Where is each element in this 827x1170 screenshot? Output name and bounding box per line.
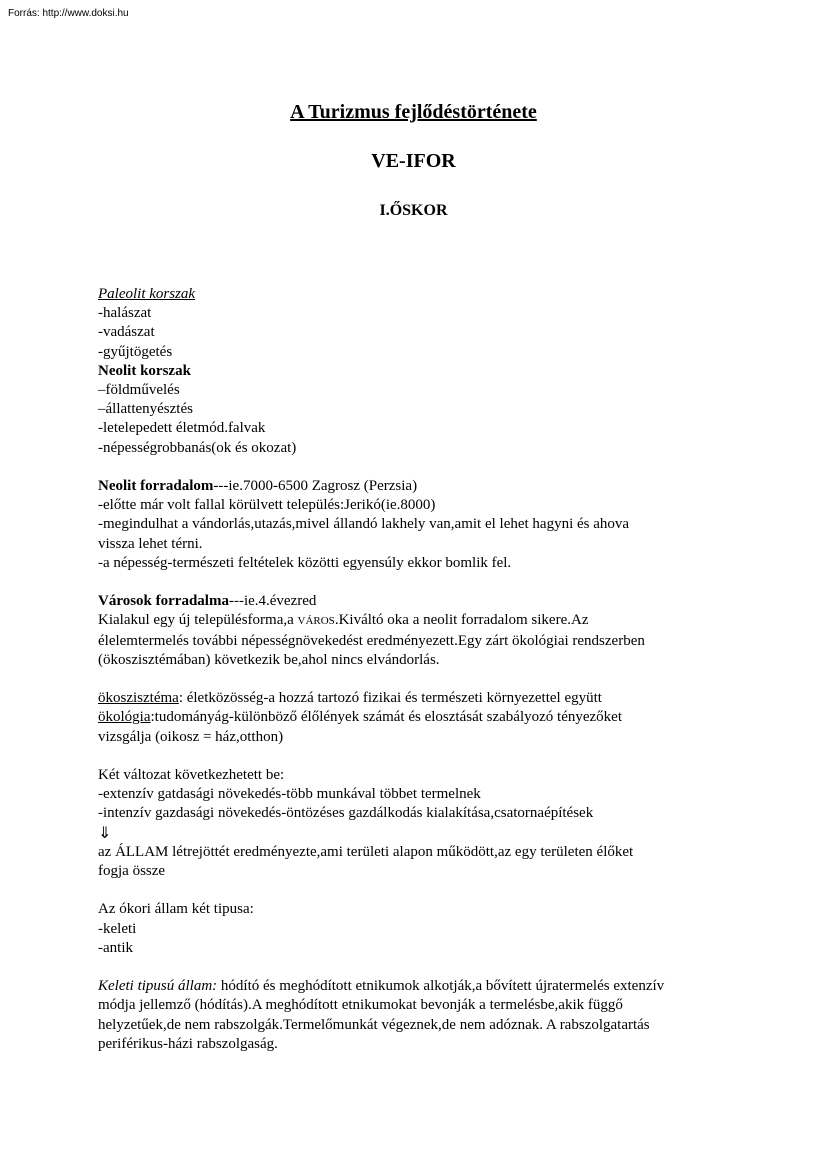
list-item: –állattenyésztés [98,401,193,418]
varos-smallcaps: VÁROS [297,615,335,628]
source-note: Forrás: http://www.doksi.hu [8,8,129,19]
paragraph-line: helyzetűek,de nem rabszolgák.Termelőmunkát végeznek,de nem adóznak. A rabszolgatartás [98,1016,650,1033]
varosok-heading: Városok forradalma [98,593,229,610]
paragraph-line: (ökoszisztémában) következik be,ahol nincs elvándorlás. [98,651,440,668]
down-arrow-icon: ⇓ [98,824,112,842]
definition-okologia [98,708,738,727]
list-item: -népességrobbanás(ok és okozat) [98,439,297,456]
neolit-forradalom-heading: Neolit forradalom [98,478,214,495]
keleti-term: Keleti tipusú állam: [98,978,218,995]
list-item: -intenzív gazdasági növekedés-öntözéses gazdálkodás kialakítása,csatornaépítések [98,805,594,822]
neolit-heading: Neolit korszak [98,362,191,379]
paragraph-line [98,611,738,631]
list-item: -halászat [98,305,152,322]
definition-text: : életközösség-a hozzá tartozó fizikai és természeti környezettel együtt [178,690,602,707]
varosok-line [98,592,738,611]
paragraph-line: Az ókori állam két tipusa: [98,901,254,918]
neolit-forradalom-line [98,477,738,496]
paragraph-line: az ÁLLAM létrejöttét eredményezte,ami területi alapon működött,az egy területen élőket [98,843,634,860]
paragraph-line: vissza lehet térni. [98,535,203,552]
document-body [98,285,738,1054]
paragraph-line: periférikus-házi rabszolgaság. [98,1035,278,1052]
list-item: -gyűjtögetés [98,343,173,360]
neolit-forradalom-date: ---ie.7000-6500 Zagrosz (Perzsia) [213,478,418,495]
paragraph-line: Két változat következhetett be: [98,767,285,784]
text-span: Kialakul egy új településforma,a [98,612,298,629]
keleti-line [98,977,738,996]
list-item: –földművelés [98,382,180,399]
paragraph-line: -megindulhat a vándorlás,utazás,mivel állandó lakhely van,amit el lehet hagyni és ahova [98,516,630,533]
list-item: -extenzív gatdasági növekedés-több munkával többet termelnek [98,786,481,803]
term: ökológia [98,709,151,726]
term: ökoszisztéma [98,690,179,707]
paragraph-line: vizsgálja (oikosz = ház,otthon) [98,728,284,745]
list-item: -antik [98,939,133,956]
definition-ekoszisztema [98,689,738,708]
definition-text: :tudományág-különböző élőlények számát és elosztását szabályozó tényezőket [150,709,622,726]
paragraph-line: -előtte már volt fallal körülvett település:Jerikó(ie.8000) [98,497,436,514]
paleolit-heading: Paleolit korszak [98,286,196,302]
list-item: -letelepedett életmód.falvak [98,420,266,437]
document-subtitle: VE-IFOR [371,150,456,172]
text-span: .Kiváltó oka a neolit forradalom sikere.Az [334,612,589,629]
list-item: -keleti [98,920,137,937]
keleti-text: hódító és meghódított etnikumok alkotják,a bővített újratermelés extenzív [217,978,665,995]
paragraph-line: módja jellemző (hódítás).A meghódított etnikumokat bevonják a termelésbe,akik függő [98,997,623,1014]
list-item: -vadászat [98,324,155,341]
document-title: A Turizmus fejlődéstörténete [290,101,537,123]
varosok-date: ---ie.4.évezred [228,593,317,610]
paragraph-line: fogja össze [98,863,166,880]
paragraph-line: -a népesség-természeti feltételek közötti egyensúly ekkor bomlik fel. [98,554,512,571]
section-heading: I.ŐSKOR [379,202,448,219]
paragraph-line: élelemtermelés további népességnövekedést eredményezett.Egy zárt ökológiai rendszerben [98,632,645,649]
